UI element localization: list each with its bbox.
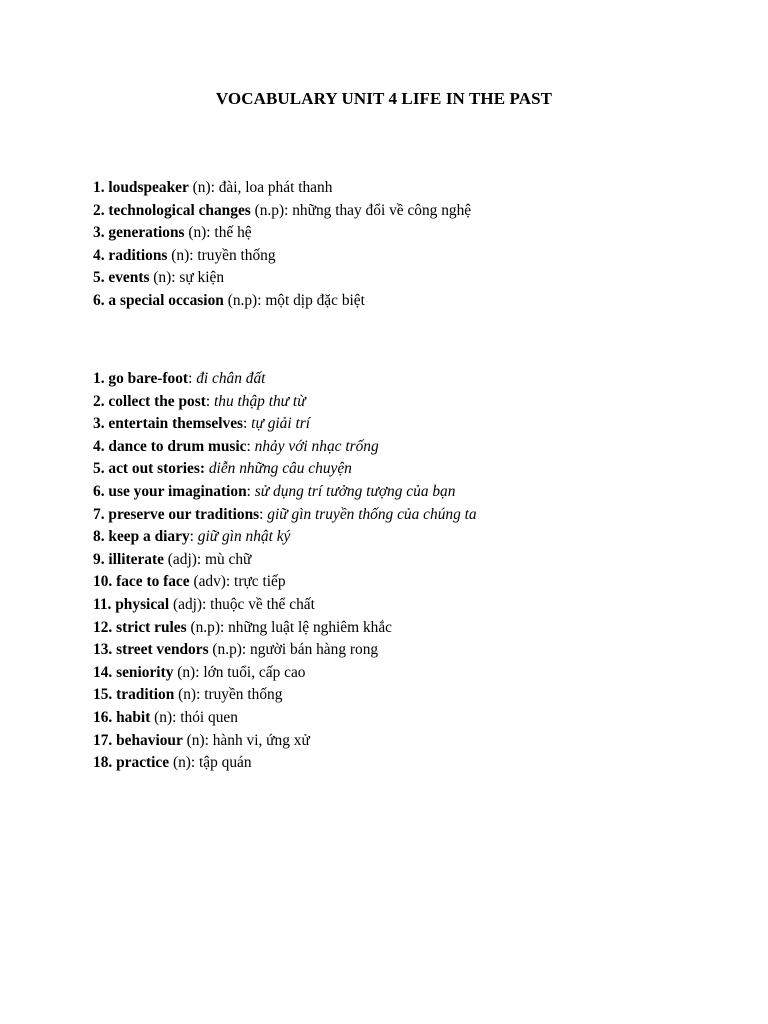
list-item xyxy=(93,436,477,459)
item-meaning: hành vi, ứng xử xyxy=(212,731,310,749)
item-meaning: thế hệ xyxy=(214,224,252,242)
item-number: 1. xyxy=(93,370,105,387)
item-meaning: đi chân đất xyxy=(196,370,266,387)
item-pos: (n) xyxy=(150,708,173,726)
item-meaning: những thay đổi về công nghệ xyxy=(292,201,472,219)
page-title: VOCABULARY UNIT 4 LIFE IN THE PAST xyxy=(215,89,553,108)
item-term: face to face xyxy=(116,573,190,591)
item-term: act out stories: xyxy=(108,460,205,478)
item-separator: : xyxy=(246,437,255,455)
item-term: entertain themselves xyxy=(108,415,244,433)
list-item xyxy=(93,752,477,775)
item-pos: (n) xyxy=(149,269,172,287)
item-pos: (n.p) xyxy=(186,618,220,636)
item-meaning: sự kiện xyxy=(179,269,225,287)
list-item xyxy=(93,481,477,504)
item-number: 6. xyxy=(93,291,105,309)
item-pos: (n) xyxy=(167,246,190,264)
list-item xyxy=(93,594,477,617)
item-meaning: truyền thống xyxy=(197,246,276,264)
list-item xyxy=(93,413,477,436)
item-term: a special occasion xyxy=(108,291,224,309)
item-pos: (n.p) xyxy=(223,291,258,309)
item-pos: (n) xyxy=(182,731,205,749)
item-term: generations xyxy=(108,224,185,242)
item-term: technological changes xyxy=(108,201,251,219)
item-pos: (n) xyxy=(184,224,207,242)
item-separator: : xyxy=(189,246,198,264)
item-separator: : xyxy=(205,392,214,410)
item-term: practice xyxy=(116,754,170,772)
item-meaning: những luật lệ nghiêm khắc xyxy=(228,618,393,636)
item-term: keep a diary xyxy=(108,528,190,546)
item-separator: : xyxy=(171,269,180,287)
item-number: 16. xyxy=(93,708,113,726)
item-number: 8. xyxy=(93,528,105,546)
item-term: preserve our traditions xyxy=(108,505,260,523)
item-term: use your imagination xyxy=(108,482,247,500)
item-meaning: giữ gìn nhật ký xyxy=(197,528,291,546)
list-item xyxy=(93,730,477,753)
item-meaning: sử dụng trí tưởng tượng của bạn xyxy=(254,482,456,500)
item-pos: (n) xyxy=(169,754,191,772)
item-term: tradition xyxy=(116,686,175,704)
item-number: 13. xyxy=(93,641,113,659)
list-item xyxy=(93,684,477,707)
item-number: 6. xyxy=(93,482,105,500)
item-meaning: thuộc về thể chất xyxy=(210,595,315,613)
item-term: events xyxy=(108,269,150,287)
item-meaning: một dịp đặc biệt xyxy=(265,291,365,309)
item-term: collect the post xyxy=(108,392,206,410)
vocabulary-list-one xyxy=(93,177,471,313)
item-number: 3. xyxy=(93,224,105,242)
item-number: 17. xyxy=(93,731,113,749)
list-item xyxy=(93,662,477,685)
list-item xyxy=(93,222,471,245)
item-separator: : xyxy=(225,573,235,591)
item-separator: : xyxy=(210,179,219,196)
item-number: 11. xyxy=(93,595,112,613)
item-pos: (n) xyxy=(188,179,211,196)
item-pos: (n) xyxy=(173,663,196,681)
item-pos: (adv) xyxy=(189,573,226,591)
item-number: 7. xyxy=(93,505,105,523)
item-pos: (n.p) xyxy=(208,641,242,659)
item-meaning: lớn tuổi, cấp cao xyxy=(203,663,306,681)
item-separator: : xyxy=(188,370,197,387)
vocabulary-list-two xyxy=(93,368,477,775)
item-number: 1. xyxy=(93,179,105,196)
list-item xyxy=(93,391,477,414)
list-item xyxy=(93,177,471,200)
item-pos: (n.p) xyxy=(250,201,285,219)
item-separator: : xyxy=(243,415,252,433)
item-separator: : xyxy=(172,708,181,726)
list-item xyxy=(93,245,471,268)
item-pos: (n) xyxy=(174,686,197,704)
item-meaning: thói quen xyxy=(180,708,238,726)
item-separator: : xyxy=(246,482,255,500)
item-meaning: nhảy với nhạc trống xyxy=(254,437,379,455)
item-number: 15. xyxy=(93,686,113,704)
item-separator: : xyxy=(241,641,251,659)
item-term: behaviour xyxy=(116,731,183,749)
item-pos: (adj) xyxy=(163,550,197,568)
item-term: dance to drum music xyxy=(108,437,247,455)
item-number: 2. xyxy=(93,201,105,219)
item-separator: : xyxy=(195,663,204,681)
item-number: 12. xyxy=(93,618,113,636)
list-item xyxy=(93,526,477,549)
item-separator: : xyxy=(259,505,268,523)
list-item xyxy=(93,617,477,640)
item-meaning: tập quán xyxy=(199,754,252,772)
item-separator: : xyxy=(219,618,229,636)
item-term: physical xyxy=(115,595,170,613)
item-term: seniority xyxy=(116,663,174,681)
item-meaning: trực tiếp xyxy=(234,573,286,591)
item-term: go bare-foot xyxy=(108,370,189,387)
item-number: 2. xyxy=(93,392,105,410)
item-term: strict rules xyxy=(116,618,187,636)
item-separator: : xyxy=(202,595,211,613)
item-number: 14. xyxy=(93,663,113,681)
item-number: 9. xyxy=(93,550,105,568)
list-item xyxy=(93,200,471,223)
item-number: 4. xyxy=(93,437,105,455)
item-pos: (adj) xyxy=(169,595,203,613)
list-item xyxy=(93,639,477,662)
item-meaning: người bán hàng rong xyxy=(250,641,379,659)
item-separator: : xyxy=(196,550,205,568)
item-meaning: mù chữ xyxy=(204,550,252,568)
item-meaning: tự giải trí xyxy=(251,415,311,433)
item-number: 10. xyxy=(93,573,113,591)
item-separator: : xyxy=(257,291,266,309)
item-term: street vendors xyxy=(116,641,209,659)
item-number: 5. xyxy=(93,269,105,287)
list-item xyxy=(93,504,477,527)
item-separator: : xyxy=(190,754,200,772)
item-separator: : xyxy=(284,201,293,219)
list-item xyxy=(93,571,477,594)
item-meaning: truyền thống xyxy=(204,686,283,704)
list-item xyxy=(93,290,471,313)
item-term: habit xyxy=(116,708,151,726)
item-meaning: thu thập thư từ xyxy=(213,392,306,410)
item-meaning: đài, loa phát thanh xyxy=(218,179,333,196)
item-number: 3. xyxy=(93,415,105,433)
list-item xyxy=(93,707,477,730)
list-item xyxy=(93,549,477,572)
item-term: raditions xyxy=(108,246,168,264)
item-number: 18. xyxy=(93,754,113,772)
list-item xyxy=(93,458,477,481)
item-separator: : xyxy=(196,686,205,704)
item-meaning: giữ gìn truyền thống của chúng ta xyxy=(267,505,477,523)
item-term: loudspeaker xyxy=(108,179,189,196)
item-meaning: diễn những câu chuyện xyxy=(208,460,352,478)
item-number: 4. xyxy=(93,246,105,264)
list-item xyxy=(93,267,471,290)
item-separator: : xyxy=(204,731,213,749)
item-number: 5. xyxy=(93,460,105,478)
item-separator: : xyxy=(189,528,198,546)
item-term: illiterate xyxy=(108,550,164,568)
list-item xyxy=(93,368,477,391)
item-separator: : xyxy=(206,224,215,242)
